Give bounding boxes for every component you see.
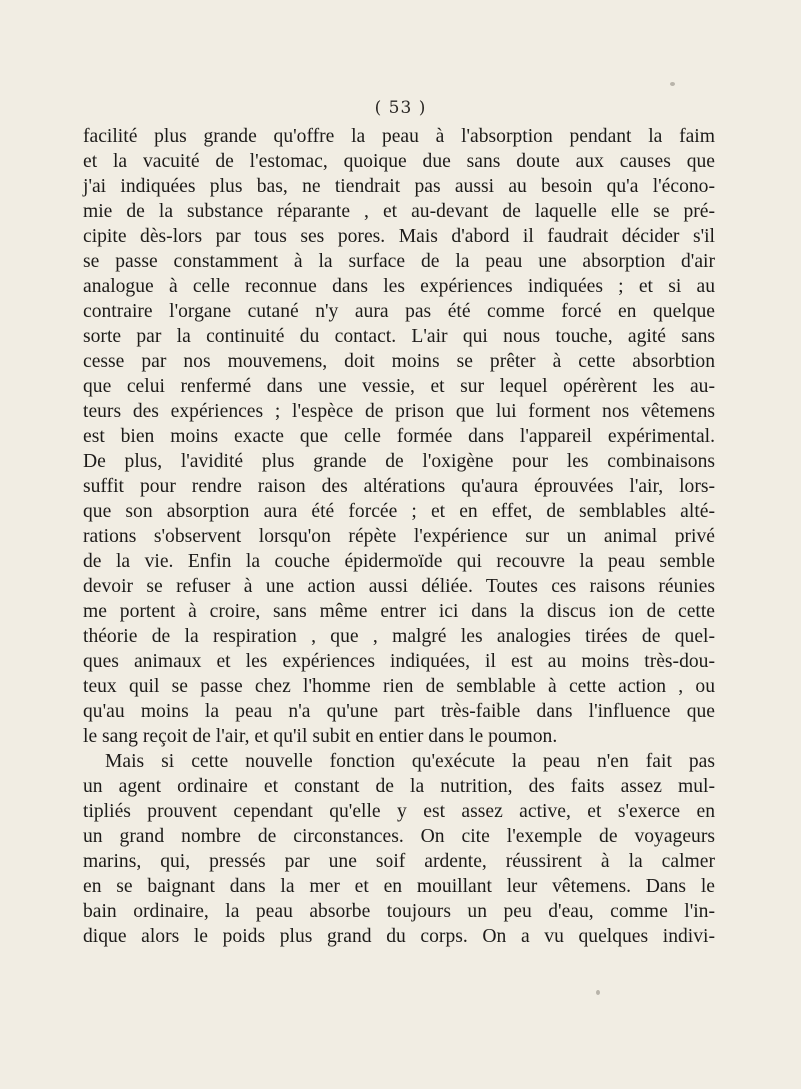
text-line: analogue à celle reconnue dans les expériences indiquées ; et si au <box>83 276 715 297</box>
text-line: que celui renfermé dans une vessie, et sur lequel opérèrent les au- <box>83 376 715 397</box>
text-line: me portent à croire, sans même entrer ici dans la discus ion de cette <box>83 601 715 622</box>
page-number: ( 53 ) <box>374 98 427 118</box>
text-line: cipite dès-lors par tous ses pores. Mais d'abord il faudrait décider s'il <box>83 226 715 247</box>
text-line: un grand nombre de circonstances. On cite l'exemple de voyageurs <box>83 826 715 847</box>
text-line: théorie de la respiration , que , malgré les analogies tirées de quel- <box>83 626 715 647</box>
text-line: sorte par la continuité du contact. L'air qui nous touche, agité sans <box>83 326 715 347</box>
text-line: tipliés prouvent cependant qu'elle y est assez active, et s'exerce en <box>83 801 715 822</box>
text-line: que son absorption aura été forcée ; et en effet, de semblables alté- <box>83 501 715 522</box>
text-line: rations s'observent lorsqu'on répète l'expérience sur un animal privé <box>83 526 715 547</box>
ink-speck <box>596 990 600 995</box>
text-line: et la vacuité de l'estomac, quoique due sans doute aux causes que <box>83 151 715 172</box>
text-line: De plus, l'avidité plus grande de l'oxigène pour les combinaisons <box>83 451 715 472</box>
text-line: suffit pour rendre raison des altérations qu'aura éprouvées l'air, lors- <box>83 476 715 497</box>
text-line: j'ai indiquées plus bas, ne tiendrait pas aussi au besoin qu'a l'écono- <box>83 176 715 197</box>
text-line: cesse par nos mouvemens, doit moins se prêter à cette absorbtion <box>83 351 715 372</box>
text-line: mie de la substance réparante , et au-devant de laquelle elle se pré- <box>83 201 715 222</box>
text-line: qu'au moins la peau n'a qu'une part très-faible dans l'influence que <box>83 701 715 722</box>
text-line: devoir se refuser à une action aussi déliée. Toutes ces raisons réunies <box>83 576 715 597</box>
text-line: est bien moins exacte que celle formée dans l'appareil expérimental. <box>83 426 715 447</box>
text-line: Mais si cette nouvelle fonction qu'exécute la peau n'en fait pas <box>105 751 715 772</box>
text-line: le sang reçoit de l'air, et qu'il subit en entier dans le poumon. <box>83 726 558 747</box>
text-line: teux quil se passe chez l'homme rien de semblable à cette action , ou <box>83 676 715 697</box>
ink-speck <box>670 82 675 86</box>
body-text <box>83 124 715 949</box>
text-line: contraire l'organe cutané n'y aura pas été comme forcé en quelque <box>83 301 715 322</box>
text-line: ques animaux et les expériences indiquées, il est au moins très-dou- <box>83 651 715 672</box>
text-line: de la vie. Enfin la couche épidermoïde qui recouvre la peau semble <box>83 551 715 572</box>
text-line: en se baignant dans la mer et en mouillant leur vêtemens. Dans le <box>83 876 715 897</box>
text-line: facilité plus grande qu'offre la peau à l'absorption pendant la faim <box>83 126 715 147</box>
text-line: dique alors le poids plus grand du corps. On a vu quelques indivi- <box>83 926 715 947</box>
text-line: se passe constamment à la surface de la peau une absorption d'air <box>83 251 715 272</box>
text-line: bain ordinaire, la peau absorbe toujours un peu d'eau, comme l'in- <box>83 901 715 922</box>
text-line: un agent ordinaire et constant de la nutrition, des faits assez mul- <box>83 776 715 797</box>
text-line: teurs des expériences ; l'espèce de prison que lui forment nos vêtemens <box>83 401 715 422</box>
text-line: marins, qui, pressés par une soif ardente, réussirent à la calmer <box>83 851 715 872</box>
